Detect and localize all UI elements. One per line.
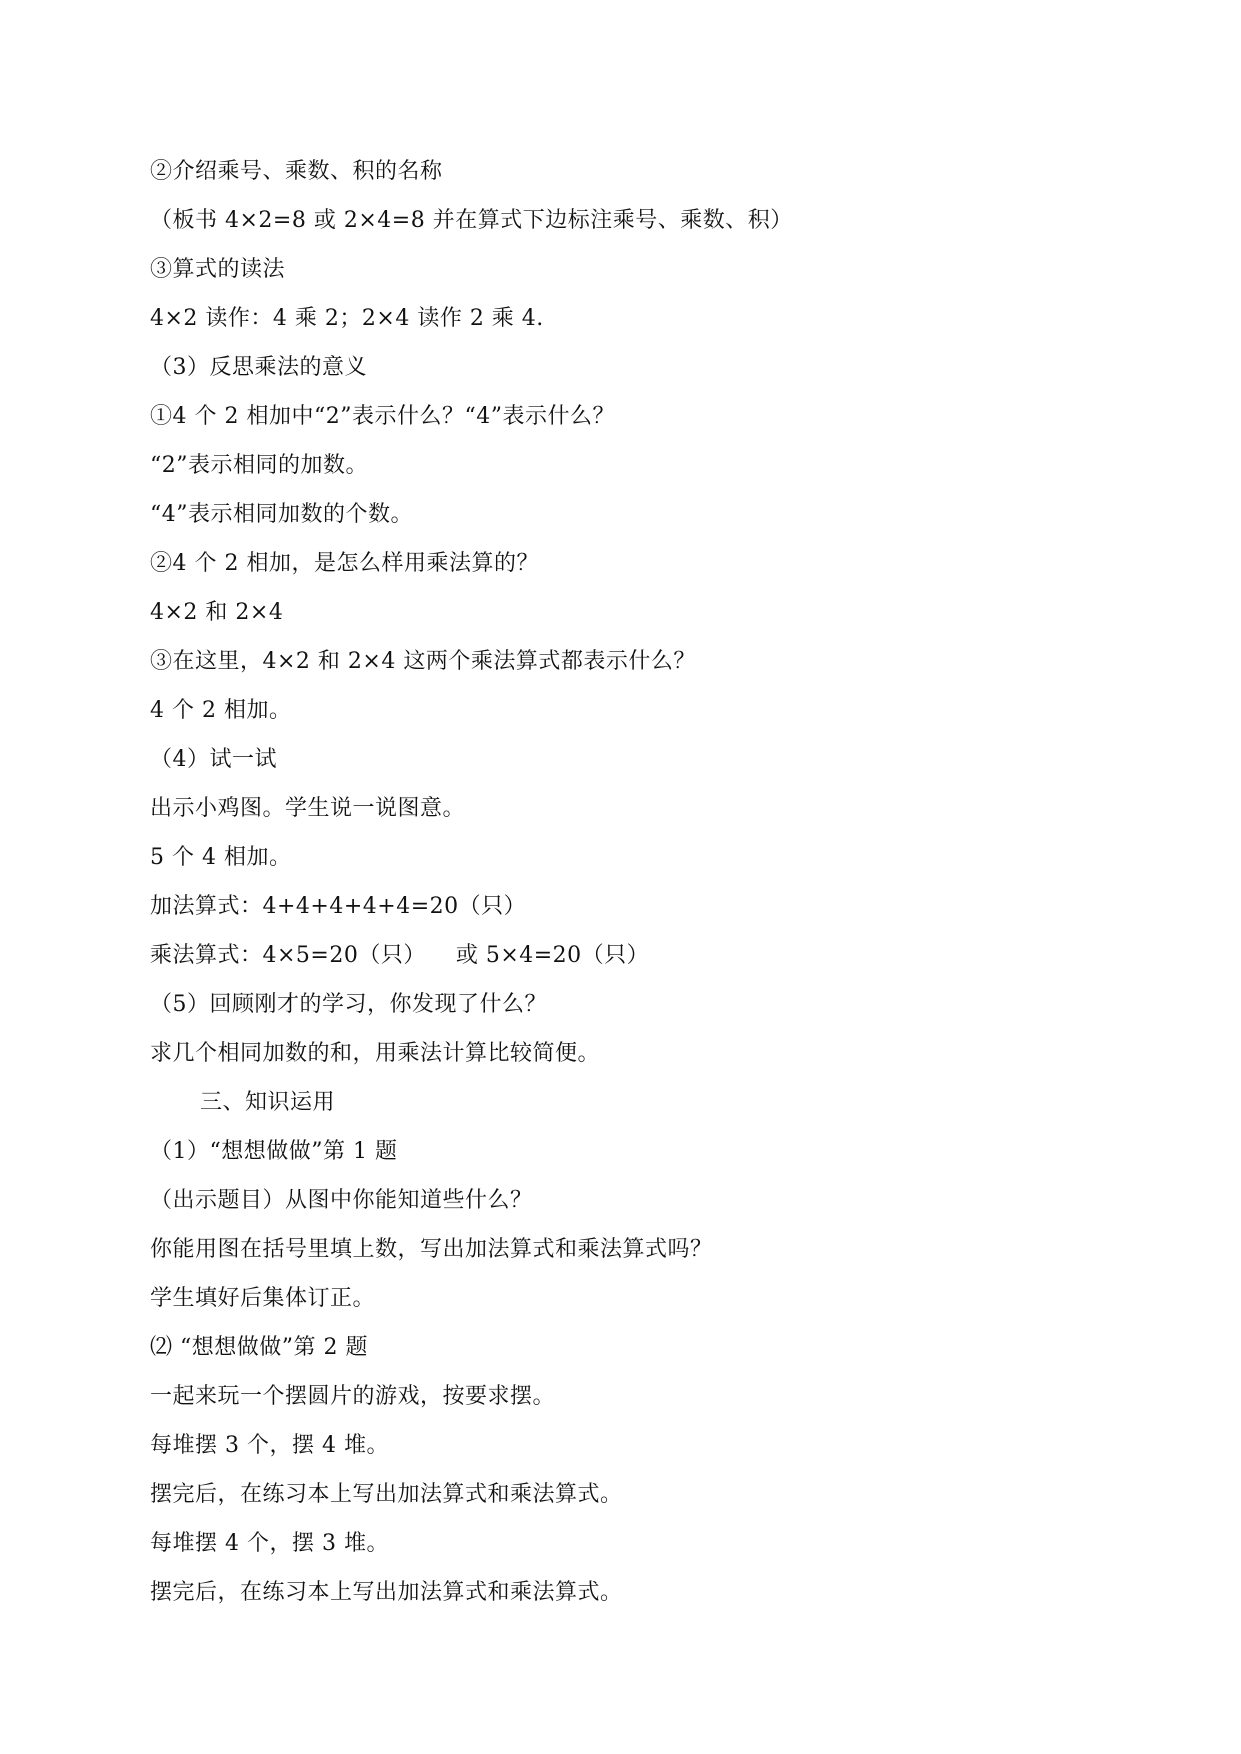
text-line: （出示题目）从图中你能知道些什么？	[150, 1188, 533, 1213]
text-line: ②介绍乘号、乘数、积的名称	[150, 159, 443, 184]
text-line: 4×2 和 2×4	[150, 600, 284, 625]
document-body	[150, 147, 1110, 1617]
text-line: 乘法算式：4×5=20（只） 或 5×4=20（只）	[150, 943, 650, 968]
text-line: （1）“想想做做”第 1 题	[150, 1139, 398, 1164]
text-line: （5）回顾刚才的学习，你发现了什么？	[150, 992, 547, 1017]
text-line: 一起来玩一个摆圆片的游戏，按要求摆。	[150, 1384, 556, 1409]
text-line: 加法算式：4+4+4+4+4=20（只）	[150, 894, 527, 919]
text-line: ③算式的读法	[150, 257, 286, 282]
text-line: 学生填好后集体订正。	[150, 1286, 376, 1311]
text-line: 摆完后，在练习本上写出加法算式和乘法算式。	[150, 1580, 623, 1605]
text-line: 摆完后，在练习本上写出加法算式和乘法算式。	[150, 1482, 623, 1507]
text-line: “4”表示相同加数的个数。	[150, 502, 413, 527]
text-line: 4 个 2 相加。	[150, 698, 292, 723]
text-line: ⑵ “想想做做”第 2 题	[150, 1335, 368, 1360]
text-line: “2”表示相同的加数。	[150, 453, 368, 478]
text-line: ②4 个 2 相加，是怎么样用乘法算的？	[150, 551, 539, 576]
text-line: （4）试一试	[150, 747, 277, 772]
text-line: 你能用图在括号里填上数，写出加法算式和乘法算式吗？	[150, 1237, 713, 1262]
text-line: 求几个相同加数的和，用乘法计算比较简便。	[150, 1041, 601, 1066]
text-line: 5 个 4 相加。	[150, 845, 292, 870]
text-line: 每堆摆 4 个，摆 3 堆。	[150, 1531, 389, 1556]
text-line: 出示小鸡图。学生说一说图意。	[150, 796, 466, 821]
section-heading: 三、知识运用	[200, 1090, 336, 1115]
text-line: （板书 4×2=8 或 2×4=8 并在算式下边标注乘号、乘数、积）	[150, 208, 793, 233]
text-line: ③在这里，4×2 和 2×4 这两个乘法算式都表示什么？	[150, 649, 696, 674]
text-line: 每堆摆 3 个，摆 4 堆。	[150, 1433, 389, 1458]
text-line: ①4 个 2 相加中“2”表示什么？“4”表示什么？	[150, 404, 615, 429]
text-line: （3）反思乘法的意义	[150, 355, 367, 380]
text-line: 4×2 读作：4 乘 2；2×4 读作 2 乘 4.	[150, 306, 544, 331]
